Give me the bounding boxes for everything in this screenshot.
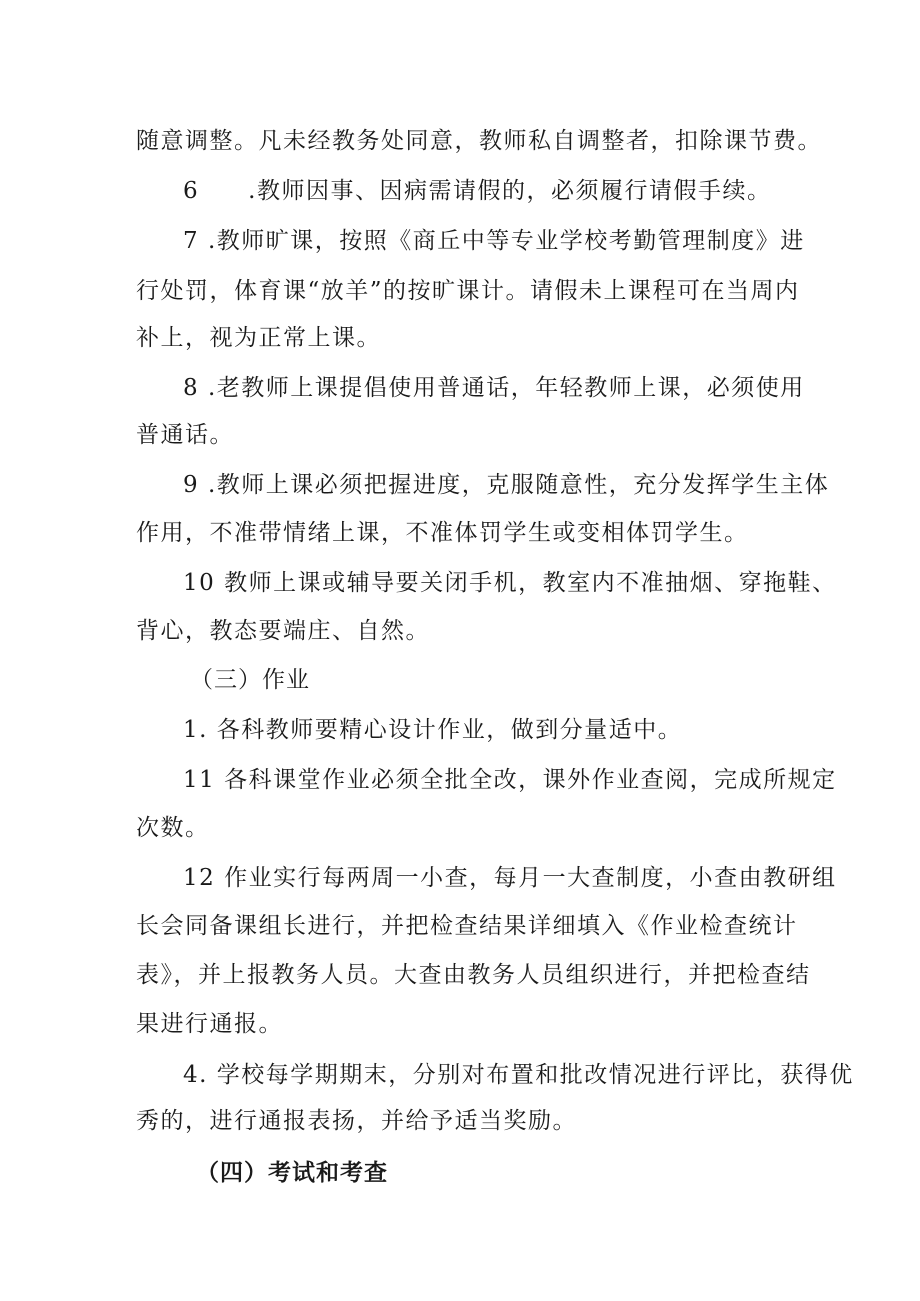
text-line: 10 教师上课或辅导要关闭手机，教室内不准抽烟、穿拖鞋、 [183,570,837,596]
text-line: 表》，并上报教务人员。大查由教务人员组织进行，并把检查结 [136,962,811,988]
text-line: 1. 各科教师要精心设计作业，做到分量适中。 [183,717,683,743]
text-line: 秀的，进行通报表扬，并给予适当奖励。 [136,1108,577,1134]
section-heading-homework: （三）作业 [190,667,310,693]
text-line: 果进行通报。 [136,1011,283,1037]
text-line: 次数。 [136,815,210,841]
text-line: 11 各科课堂作业必须全批全改，课外作业查阅，完成所规定 [183,767,837,793]
text-line: 背心，教态要端庄、自然。 [136,618,430,644]
text-line: 8 .老教师上课提倡使用普通话，年轻教师上课，必须使用 [183,375,805,401]
text-line: 12 作业实行每两周一小查，每月一大查制度，小查由教研组 [183,865,837,891]
text-line: 作用，不准带情绪上课，不准体罚学生或变相体罚学生。 [136,520,749,546]
text-line: 9 .教师上课必须把握进度，克服随意性，充分发挥学生主体 [183,472,830,498]
text-line: 长会同备课组长进行，并把检查结果详细填入《作业检查统计 [136,913,798,939]
text-line: 普通话。 [136,422,234,448]
text-line: 7 .教师旷课，按照《商丘中等专业学校考勤管理制度》进 [183,228,805,254]
text-line: 6 .教师因事、因病需请假的，必须履行请假手续。 [183,178,772,204]
text-line: 行处罚，体育课“放羊”的按旷课计。请假未上课程可在当周内 [136,278,800,304]
text-line: 补上，视为正常上课。 [136,325,381,351]
text-line: 随意调整。凡未经教务处同意，教师私自调整者，扣除课节费。 [136,128,822,154]
section-heading-exams: （四）考试和考查 [196,1160,388,1186]
text-line: 4. 学校每学期期末，分别对布置和批改情况进行评比，获得优 [183,1062,854,1088]
